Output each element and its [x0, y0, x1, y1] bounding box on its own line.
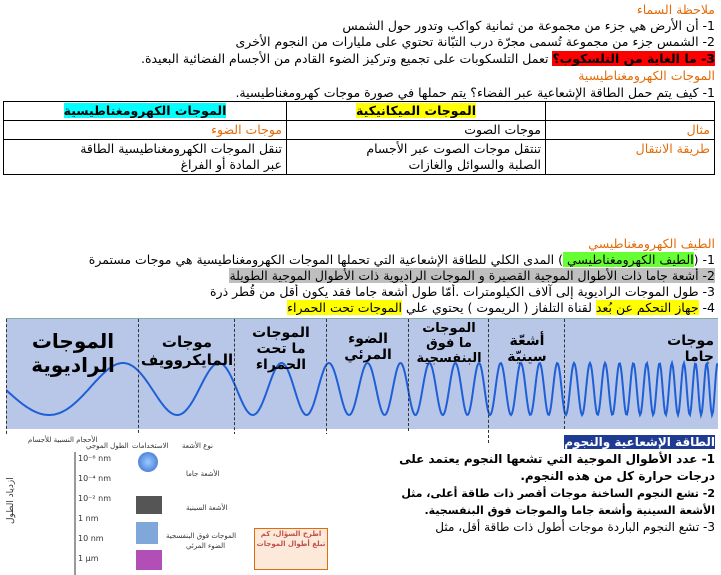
row-transfer-label: طريقة الانتقال — [546, 140, 715, 175]
tick-3: 10⁻² nm — [78, 494, 112, 503]
sky-line-3 — [6, 51, 715, 67]
spectrum-l1-prefix: 1- ( — [693, 252, 715, 267]
band-visible — [326, 319, 409, 441]
band-radio — [6, 319, 139, 439]
label-gamma: الأشعة جاما — [186, 470, 220, 478]
tick-5: 10 nm — [78, 534, 104, 543]
telescope-answer: تعمل التلسكوبات على تجميع وتركيز الضوء القادم من الأجسام الفضائية البعيدة. — [140, 51, 553, 66]
label-uv: الموجات فوق البنفسجية — [166, 532, 237, 540]
spectrum-l4-prefix: 4- — [698, 300, 715, 315]
fig-col-wavelength: الطول الموجي — [86, 442, 129, 450]
spectrum-l4-text: لقناة التلفاز ( الريموت ) يحتوي علي — [402, 300, 596, 315]
band-uv-l3: البنفسجية — [416, 351, 482, 366]
spectrum-line-1 — [6, 252, 715, 268]
waves-comparison-table — [3, 101, 715, 175]
flower-icon — [136, 550, 162, 570]
band-xray-l2: سينيّة — [507, 349, 547, 365]
wavelength-scale-figure — [6, 434, 382, 575]
band-infrared-l3: الحمراء — [255, 357, 307, 373]
em-heading: الموجات الكهرومغناطيسية — [578, 68, 715, 83]
band-gamma-l2: جاما — [684, 349, 714, 365]
cell-mech-example: موجات الصوت — [287, 121, 546, 140]
band-ultraviolet — [408, 319, 489, 431]
header-electromagnetic: الموجات الكهرومغناطيسية — [63, 103, 227, 118]
spectrum-term: الطيف الكهرومغناطيسي — [563, 252, 694, 267]
stars-line-1b: درجات حرارة كل من هذه النجوم. — [520, 469, 715, 483]
spectrum-line-2 — [6, 268, 715, 284]
band-visible-l1: الضوء — [348, 331, 388, 347]
stars-line-2: 2- تشع النجوم الساخنة موجات أقصر ذات طاقة أعلى، مثل — [401, 487, 715, 500]
mech-transfer-line2: الصلبة والسوائل والغازات — [408, 157, 541, 172]
tick-4: 1 nm — [78, 514, 99, 523]
header-mechanical: الموجات الميكانيكية — [356, 103, 476, 118]
band-infrared-l1: الموجات — [252, 325, 310, 341]
label-xray: الأشعة السينية — [186, 504, 228, 512]
tick-2: 10⁻⁴ nm — [78, 474, 112, 483]
remote-control-term: جهاز التحكم عن بُعد — [595, 300, 699, 315]
band-xray-l1: أشعّة — [509, 333, 545, 349]
fig-col-uses: الاستخدامات — [132, 442, 169, 450]
spectrum-l2-text: 2- أشعة جاما ذات الأطوال الموجية القصيرة و الموجات الراديوية ذات الأطوال الموجية الطويلة — [229, 268, 715, 283]
em-question: 1- كيف يتم حمل الطاقة الإشعاعية عبر الفضاء؟ يتم حملها في صورة موجات كهرومغناطيسية. — [235, 85, 715, 100]
band-infrared-l2: ما تحت — [256, 341, 306, 357]
row-example-label: مثال — [546, 121, 715, 140]
sky-heading: ملاحظة السماء — [636, 2, 715, 17]
person-icon — [136, 522, 158, 544]
band-infrared — [234, 319, 327, 435]
tick-6: 1 μm — [78, 554, 99, 563]
spectrum-l1-text: ) المدى الكلي للطاقة الإشعاعية التي تحملها الموجات الكهرومغناطيسية هي موجات مستمرة — [88, 252, 563, 267]
stars-line-3: 3- تشع النجوم الباردة موجات أطول ذات طاقة أقل، مثل — [435, 520, 715, 534]
band-microwave-l2: المايكروويف — [140, 351, 234, 369]
band-uv-l1: الموجات — [422, 321, 476, 336]
band-gamma — [564, 319, 718, 429]
band-visible-l2: المرئي — [344, 347, 392, 363]
spectrum-line-3: 3- طول الموجات الراديوية إلى آلاف الكيلومترات .أمّا طول أشعة جاما فقد يكون أقل من قُطر ذرة — [210, 284, 715, 299]
band-radio-l1: الموجات — [31, 329, 115, 353]
fig-col-sizes: الأحجام النسبية للأجسام — [28, 436, 98, 444]
cell-mech-transfer — [287, 140, 546, 175]
infrared-term: الموجات تحت الحمراء — [287, 300, 403, 315]
mech-transfer-line1: تنتقل موجات الصوت عبر الأجسام — [366, 141, 541, 156]
band-radio-l2: الراديوية — [31, 353, 115, 377]
stars-line-2b: الأشعة السينية وأشعة جاما والموجات فوق البنفسجية. — [424, 504, 715, 517]
stars-line-1: 1- عدد الأطوال الموجية التي تشعها النجوم يعتمد على — [399, 452, 715, 466]
band-xray — [488, 319, 565, 443]
atom-icon — [138, 452, 158, 472]
band-gamma-l1: موجات — [667, 333, 714, 349]
em-transfer-line2: عبر المادة أو الفراغ — [180, 157, 282, 172]
spectrum-heading: الطيف الكهرومغناطيسي — [588, 236, 715, 251]
cell-em-transfer — [4, 140, 287, 175]
axis-label: ازدياد الطول — [6, 477, 16, 524]
band-microwave-l1: موجات — [161, 333, 213, 351]
xray-image-icon — [136, 496, 162, 514]
spectrum-line-4 — [6, 300, 715, 316]
cell-em-example: موجات الضوء — [4, 121, 287, 140]
label-visible: الضوء المرئي — [186, 542, 226, 550]
telescope-question: 3- ما الغاية من التلسكوب؟ — [552, 51, 715, 66]
em-transfer-line1: تنقل الموجات الكهرومغناطيسية الطاقة — [80, 141, 282, 156]
sky-line-2: 2- الشمس جزء من مجموعة تُسمى مجرّة درب التبّانة تحتوي على مليارات من النجوم الأخرى — [235, 34, 715, 49]
scale-axis — [74, 452, 76, 575]
ask-question-callout: اطرح السؤال، كم تبلغ أطوال الموجات — [254, 528, 328, 570]
spectrum-diagram — [6, 318, 718, 429]
stars-heading: الطاقة الإشعاعية والنجوم — [564, 435, 715, 449]
sky-line-1: 1- أن الأرض هي جزء من مجموعة من ثمانية كواكب وتدور حول الشمس — [342, 18, 715, 33]
tick-1: 10⁻⁶ nm — [78, 454, 112, 463]
stars-section — [385, 434, 715, 536]
band-uv-l2: ما فوق — [426, 336, 472, 351]
band-microwave — [138, 319, 235, 443]
fig-col-type: نوع الأشعة — [182, 442, 213, 450]
